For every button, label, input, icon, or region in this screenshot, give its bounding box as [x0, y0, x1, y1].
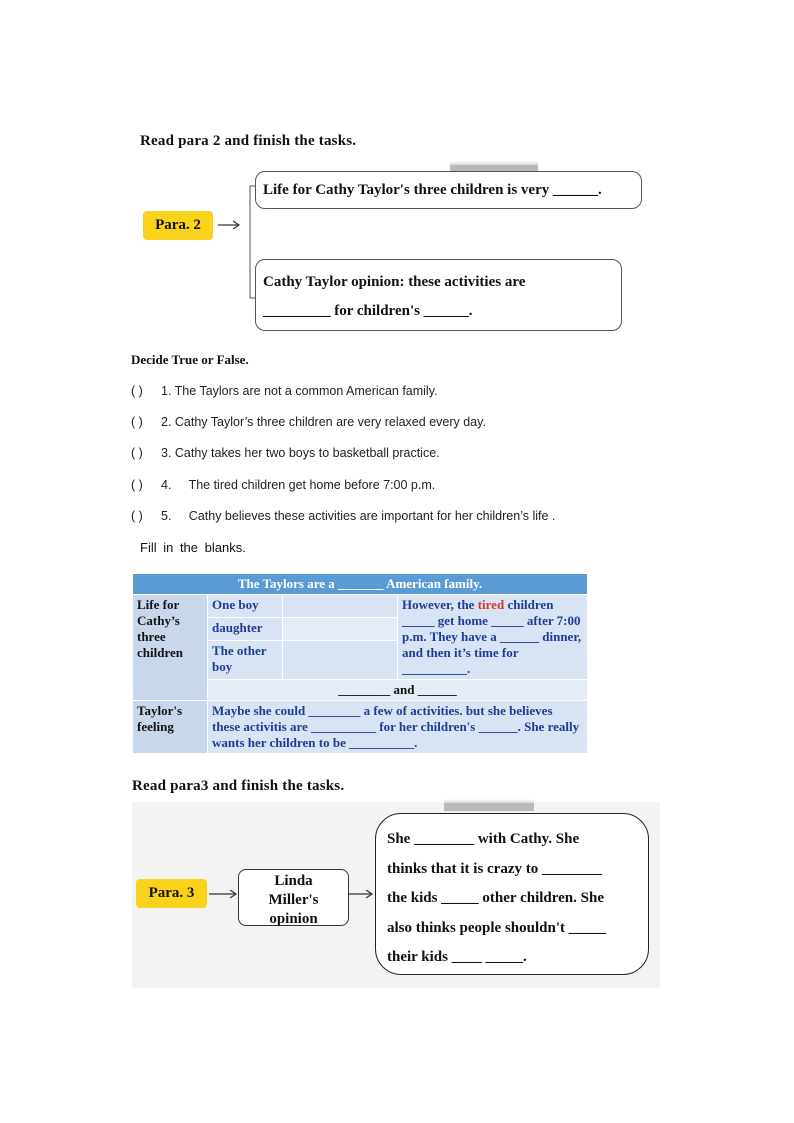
family-table: [132, 573, 588, 754]
tf-paren[interactable]: ( ): [131, 446, 143, 460]
tf-paren[interactable]: ( ): [131, 415, 143, 429]
para3-tag: Para. 3: [136, 879, 207, 908]
table-title: The Taylors are a _______ American family.: [133, 574, 588, 595]
opinion-box: [238, 869, 349, 926]
answer-line: She ________ with Cathy. She: [387, 831, 580, 847]
member-daughter: daughter: [208, 618, 283, 641]
answer-box-life: [255, 171, 642, 209]
opinion-label: Linda Miller's opinion: [268, 873, 319, 927]
tf-text: 1. The Taylors are not a common American family.: [161, 384, 438, 398]
tf-paren[interactable]: ( ): [131, 509, 143, 523]
row-label-feeling: Taylor's feeling: [133, 701, 208, 754]
bracket-arrow: [214, 180, 259, 305]
box-text-opinion-1: Cathy Taylor opinion: these activities are: [263, 274, 526, 290]
feeling-text: Maybe she could ________ a few of activities. but she believes these activitis are __________ for her children's ______. She really wants her children to be __________.: [208, 701, 588, 754]
tf-item: [131, 415, 486, 429]
para2-tag: Para. 2: [143, 211, 213, 240]
tf-item: [131, 478, 435, 492]
answer-line: thinks that it is crazy to ________: [387, 860, 602, 877]
tf-item: [131, 384, 438, 398]
tf-item: [131, 446, 440, 460]
linda-answer-box: [375, 813, 649, 975]
tape-decoration: [444, 803, 534, 811]
schedule-post: children _____ get home _____ after 7:00 p.m. They have a ______ dinner, and then it’s time for __________.: [402, 597, 582, 676]
blank-cell[interactable]: [283, 641, 398, 680]
box-text-life: Life for Cathy Taylor's three children is very ______.: [263, 182, 602, 198]
section-heading-para2: Read para 2 and finish the tasks.: [140, 133, 357, 149]
row-label-life: Life for Cathy’s three children: [133, 595, 208, 701]
member-one-boy: One boy: [208, 595, 283, 618]
tf-paren[interactable]: ( ): [131, 384, 143, 398]
schedule-red-word: tired: [477, 597, 505, 612]
schedule-pre: However, the: [402, 597, 478, 612]
section-heading-para3: Read para3 and finish the tasks.: [132, 778, 345, 794]
true-false-heading: Decide True or False.: [131, 352, 249, 367]
answer-line: their kids ____ _____.: [387, 949, 527, 965]
tf-paren[interactable]: ( ): [131, 478, 143, 492]
tf-text: 3. Cathy takes her two boys to basketball practice.: [161, 446, 440, 460]
children-schedule-text: [398, 595, 588, 680]
fill-blanks-heading: Fill in the blanks.: [140, 540, 246, 555]
tf-text: 4. The tired children get home before 7:00 p.m.: [161, 478, 436, 492]
middle-blank-row: ________ and ______: [208, 680, 588, 701]
answer-line: the kids _____ other children. She: [387, 890, 604, 906]
answer-line: also thinks people shouldn't _____: [387, 919, 607, 936]
tf-item: [131, 509, 555, 523]
member-other-boy: The other boy: [208, 641, 283, 680]
tf-text: 5. Cathy believes these activities are important for her children’s life .: [161, 509, 556, 523]
blank-cell[interactable]: [283, 618, 398, 641]
answer-box-opinion: [255, 259, 622, 331]
tf-text: 2. Cathy Taylor’s three children are very relaxed every day.: [161, 415, 486, 429]
box-text-opinion-2: _________ for children's ______.: [263, 303, 473, 319]
blank-cell[interactable]: [283, 595, 398, 618]
